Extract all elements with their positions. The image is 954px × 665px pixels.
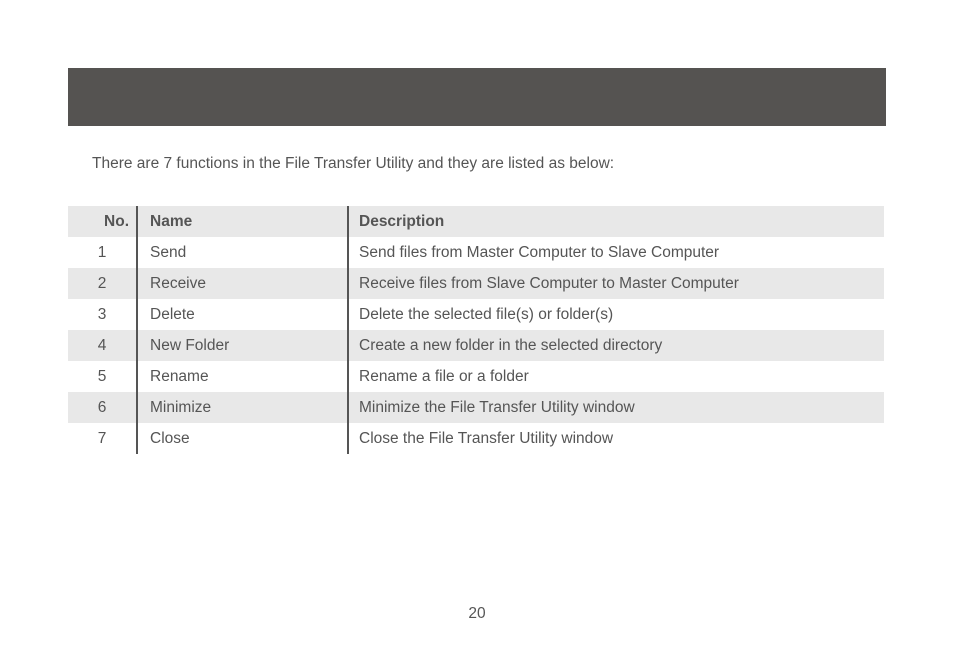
row-number: 5	[68, 361, 137, 392]
row-number: 3	[68, 299, 137, 330]
row-name: New Folder	[137, 330, 348, 361]
functions-table	[68, 206, 884, 454]
row-number: 7	[68, 423, 137, 454]
column-header-no: No.	[68, 206, 137, 237]
row-description: Send files from Master Computer to Slave Computer	[359, 243, 720, 261]
column-header-name: Name	[137, 206, 348, 237]
table-header-row	[68, 206, 884, 237]
row-description: Delete the selected file(s) or folder(s)	[359, 305, 614, 323]
row-description: Minimize the File Transfer Utility window	[359, 398, 635, 416]
row-name: Send	[137, 237, 348, 268]
intro-text: There are 7 functions in the File Transfer Utility and they are listed as below:	[92, 155, 615, 172]
table-row	[68, 392, 884, 423]
table-row	[68, 330, 884, 361]
table-row	[68, 361, 884, 392]
table-row	[68, 423, 884, 454]
row-name: Rename	[137, 361, 348, 392]
row-number: 2	[68, 268, 137, 299]
row-description: Rename a file or a folder	[359, 367, 529, 385]
table-row	[68, 268, 884, 299]
row-name: Receive	[137, 268, 348, 299]
row-description: Close the File Transfer Utility window	[359, 429, 614, 447]
row-name: Delete	[137, 299, 348, 330]
page-number: 20	[468, 605, 486, 622]
row-number: 1	[68, 237, 137, 268]
row-number: 6	[68, 392, 137, 423]
column-header-description: Description	[359, 212, 445, 230]
header-bar	[68, 68, 886, 126]
row-name: Close	[137, 423, 348, 454]
row-description: Create a new folder in the selected directory	[359, 336, 663, 354]
row-description: Receive files from Slave Computer to Master Computer	[359, 274, 739, 292]
row-number: 4	[68, 330, 137, 361]
table-row	[68, 299, 884, 330]
row-name: Minimize	[137, 392, 348, 423]
table-row	[68, 237, 884, 268]
